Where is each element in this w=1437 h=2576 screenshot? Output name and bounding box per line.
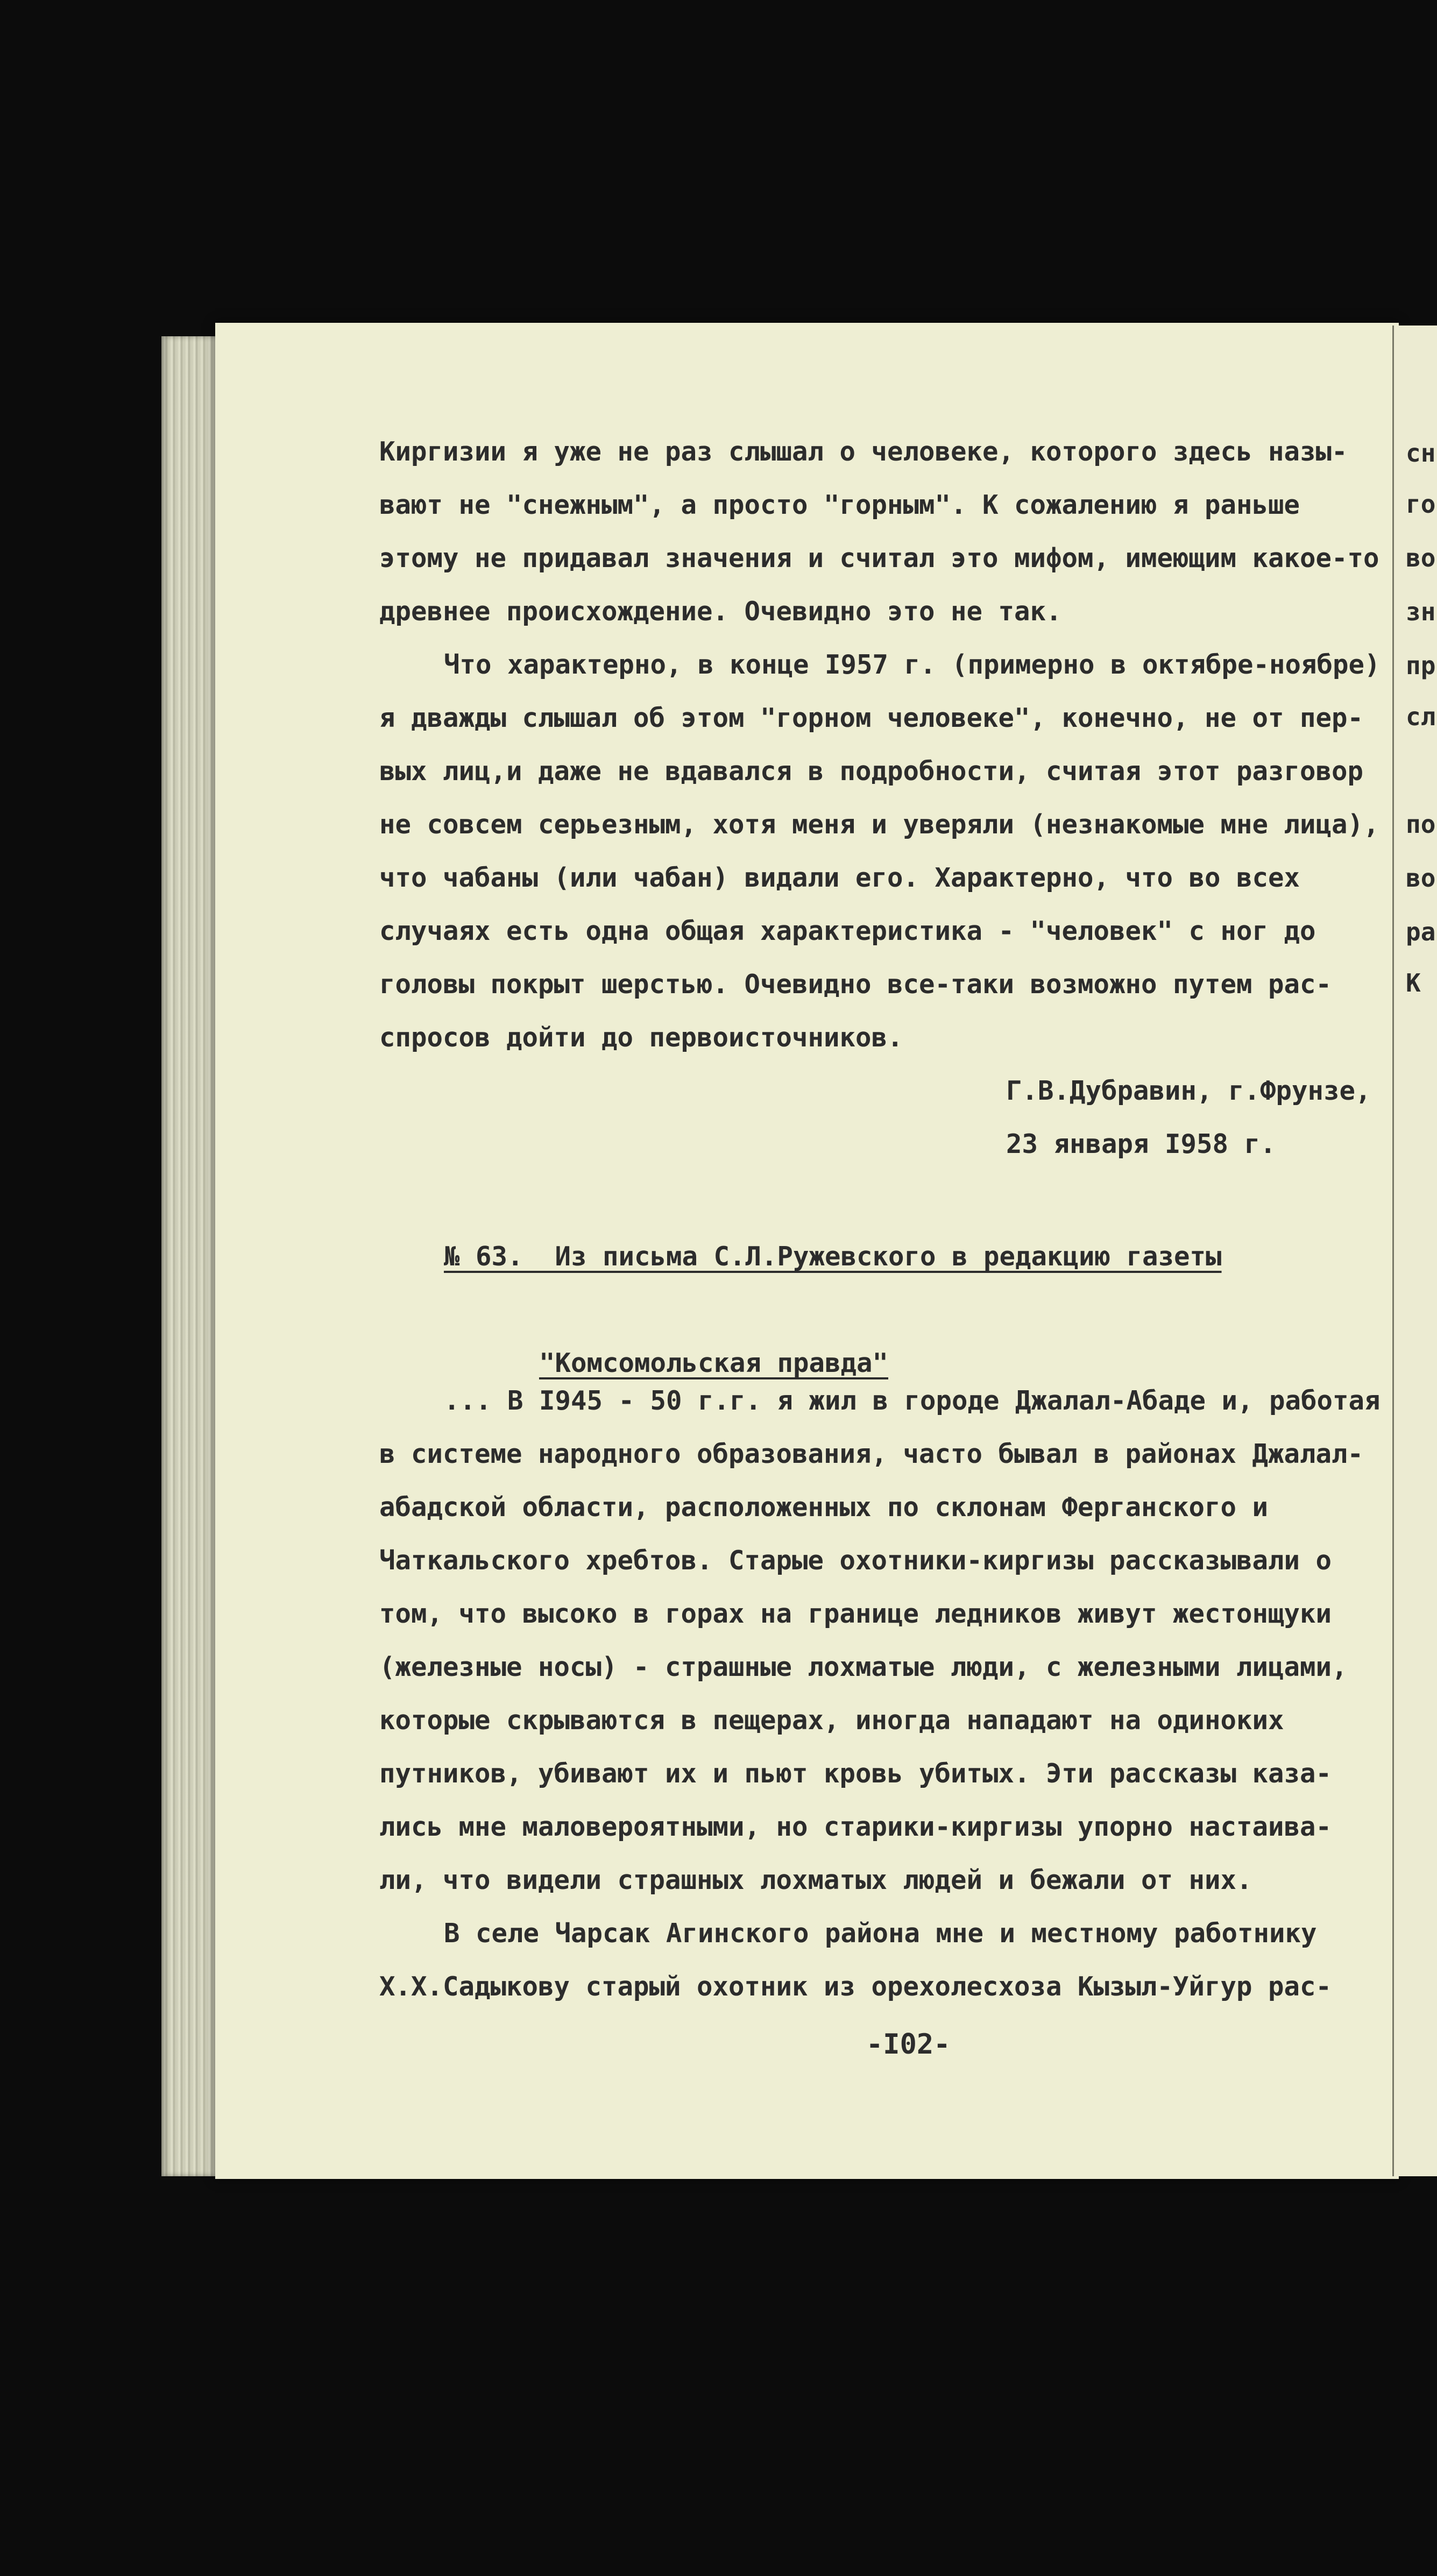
signature-block [379,1064,1391,1171]
paragraph-continuation [379,425,1391,638]
text-line: (железные носы) - страшные лохматые люди, с железными лицами, [379,1652,1348,1682]
text-line: ли, что видели страшных лохматых людей и бежали от них. [379,1865,1252,1895]
text-line: ... В I945 - 50 г.г. я жил в городе Джалал-Абаде и, работая [444,1385,1381,1416]
text-line: что чабаны (или чабан) видали его. Характерно, что во всех [379,862,1300,893]
paragraph-characteristic [379,638,1391,1064]
text-line: Что характерно, в конце I957 г. (примерно в октябре-ноябре) [444,649,1381,680]
next-page-fragment: пр [1406,651,1436,680]
text-line: том, что высоко в горах на границе ледников живут жестонщуки [379,1598,1332,1629]
text-line: Х.Х.Садыкову старый охотник из орехолесхоза Кызыл-Уйгур рас- [379,1971,1332,2002]
next-page-edge [1392,325,1437,2176]
paragraph-charsak [379,1907,1391,2013]
document-text [379,425,1391,2013]
next-page-fragment: по [1406,810,1436,839]
text-line: которые скрываются в пещерах, иногда нападают на одиноких [379,1705,1284,1736]
signature-date: 23 января I958 г. [1006,1129,1276,1159]
text-line: головы покрыт шерстью. Очевидно все-таки возможно путем рас- [379,969,1332,1000]
text-line: случаях есть одна общая характеристика - "человек" с ног до [379,916,1316,946]
section-heading [379,1230,1391,1378]
text-line: абадской области, расположенных по склонам Ферганского и [379,1492,1269,1523]
text-line: лись мне маловероятными, но старики-киргизы упорно настаива- [379,1811,1332,1842]
next-page-fragment: К [1406,968,1421,997]
next-page-fragment: во [1406,864,1436,893]
text-line: древнее происхождение. Очевидно это не так. [379,596,1062,627]
text-line: Киргизии я уже не раз слышал о человеке, которого здесь назы- [379,436,1348,467]
text-line: вают не "снежным", а просто "горным". К сожалению я раньше [379,490,1300,520]
text-line: я дважды слышал об этом "горном человеке", конечно, не от пер- [379,703,1364,733]
text-line: В селе Чарсак Агинского района мне и местному работнику [444,1918,1317,1949]
text-line: в системе народного образования, часто бывал в районах Джалал- [379,1439,1364,1469]
next-page-fragment: сл [1406,702,1436,731]
signature-author: Г.В.Дубравин, г.Фрунзе, [1006,1075,1371,1106]
next-page-fragment: сн [1406,438,1436,468]
next-page-fragment: ра [1406,917,1436,946]
text-line: Чаткальского хребтов. Старые охотники-киргизы рассказывали о [379,1545,1332,1576]
page-number: -I02- [866,2028,951,2061]
next-page-fragment: во [1406,543,1436,572]
book-page-edges [161,336,221,2176]
text-line: этому не придавал значения и считал это мифом, имеющим какое-то [379,543,1379,574]
heading-line: № 63. Из письма С.Л.Ружевского в редакцию газеты [444,1241,1222,1272]
next-page-fragment: зн [1406,597,1436,626]
next-page-fragment: го [1406,490,1436,519]
text-line: путников, убивают их и пьют кровь убитых. Эти рассказы каза- [379,1758,1332,1789]
text-line: спросов дойти до первоисточников. [379,1022,903,1053]
heading-line: "Комсомольская правда" [539,1348,889,1378]
paragraph-letter [379,1374,1391,1907]
text-line: вых лиц,и даже не вдавался в подробности, считая этот разговор [379,756,1364,787]
text-line: не совсем серьезным, хотя меня и уверяли (незнакомые мне лица), [379,809,1379,840]
